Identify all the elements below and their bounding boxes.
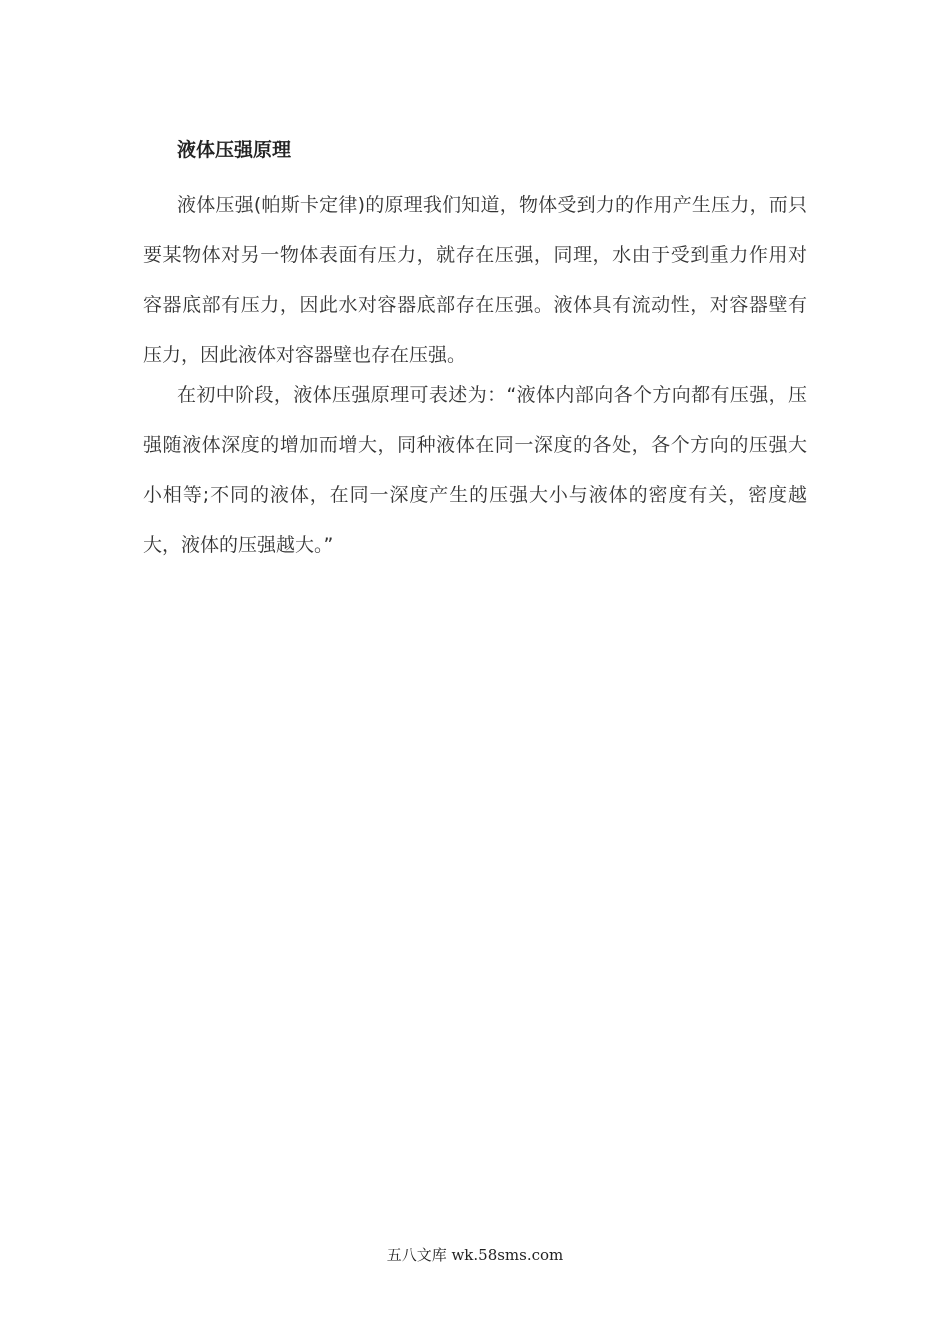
section-heading: 液体压强原理 <box>177 139 292 161</box>
page-footer-watermark: 五八文库 wk.58sms.com <box>386 1246 564 1264</box>
paragraph-pascal-law: 液体压强(帕斯卡定律)的原理我们知道，物体受到力的作用产生压力，而只要某物体对另一物体表面有压力，就存在压强，同理，水由于受到重力作用对容器底部有压力，因此水对容器底部存在压强。液体具有流动性，对容器壁有压力，因此液体对容器壁也存在压强。 <box>143 194 807 366</box>
paragraph-junior-high-statement: 在初中阶段，液体压强原理可表述为：“液体内部向各个方向都有压强，压强随液体深度的增加而增大，同种液体在同一深度的各处，各个方向的压强大小相等;不同的液体，在同一深度产生的压强大小与液体的密度有关，密度越大，液体的压强越大。” <box>143 384 807 556</box>
document-body <box>143 130 807 570</box>
